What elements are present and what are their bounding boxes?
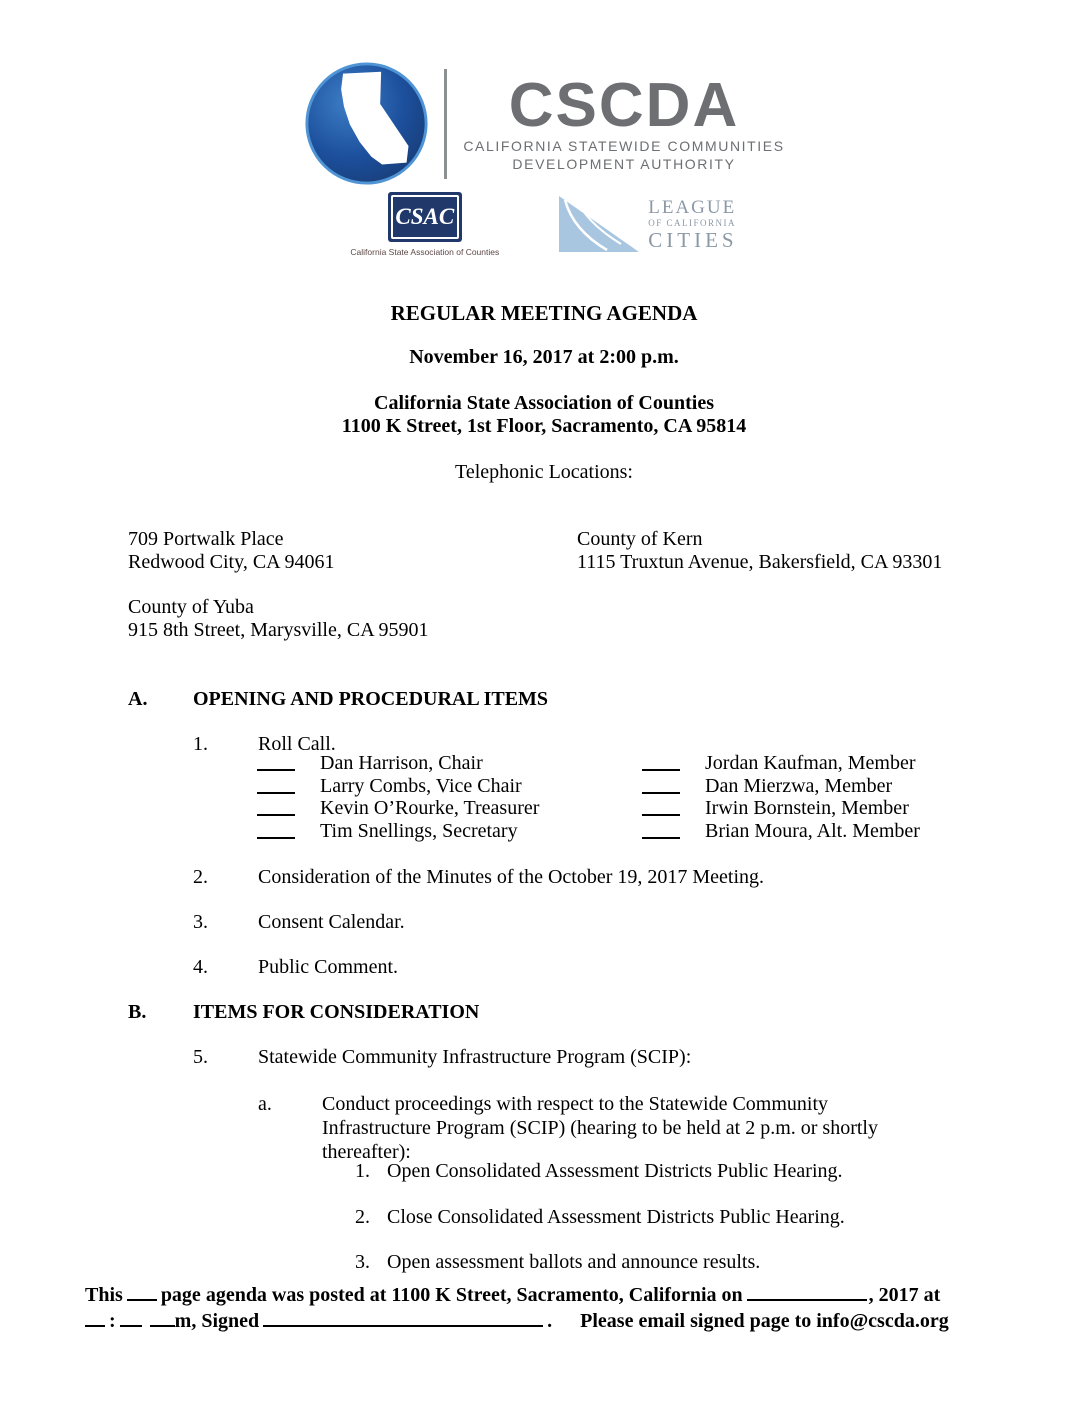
attendance-blank-line bbox=[257, 769, 295, 771]
item-number: 1. bbox=[193, 733, 208, 755]
section-letter: A. bbox=[128, 688, 148, 710]
item-text: Roll Call. bbox=[258, 733, 336, 755]
minute-blank-line bbox=[120, 1325, 142, 1327]
agenda-item-5 bbox=[193, 1046, 691, 1069]
csac-logo bbox=[350, 192, 499, 257]
attendance-blank-line bbox=[642, 837, 680, 839]
logo-divider bbox=[444, 69, 447, 179]
roll-call-name: Irwin Bornstein, Member bbox=[705, 797, 909, 819]
telephonic-label: Telephonic Locations: bbox=[455, 461, 633, 483]
league-line1: LEAGUE bbox=[648, 197, 737, 218]
agenda-item-3 bbox=[193, 911, 405, 934]
footer-text: page agenda was posted at 1100 K Street, Sacramento, California on bbox=[160, 1284, 743, 1306]
item-text: Statewide Community Infrastructure Program (SCIP): bbox=[258, 1046, 692, 1068]
agenda-item-2 bbox=[193, 866, 764, 889]
cscda-acronym: CSCDA bbox=[508, 70, 740, 140]
hearing-step-1 bbox=[355, 1160, 843, 1183]
attendance-blank-line bbox=[257, 792, 295, 794]
cscda-subtitle-line1: CALIFORNIA STATEWIDE COMMUNITIES bbox=[463, 137, 785, 154]
roll-call-name: Brian Moura, Alt. Member bbox=[705, 819, 920, 842]
roll-call-name: Dan Harrison, Chair bbox=[320, 752, 483, 774]
location-line: County of Kern bbox=[577, 528, 703, 550]
meeting-venue bbox=[0, 392, 1088, 438]
location-line: Redwood City, CA 94061 bbox=[128, 551, 335, 573]
telephonic-location bbox=[128, 528, 335, 574]
section-a-heading bbox=[128, 688, 548, 711]
roll-call-name: Dan Mierzwa, Member bbox=[705, 774, 893, 797]
step-number: 1. bbox=[355, 1160, 370, 1182]
csac-acronym: CSAC bbox=[395, 204, 455, 229]
section-b-heading bbox=[128, 1001, 479, 1024]
section-title: ITEMS FOR CONSIDERATION bbox=[193, 1001, 480, 1023]
footer-text: This bbox=[85, 1284, 123, 1306]
item-number: 3. bbox=[193, 911, 208, 933]
date-blank-line bbox=[747, 1299, 867, 1301]
location-line: 1115 Truxtun Avenue, Bakersfield, CA 93301 bbox=[577, 551, 943, 573]
roll-call-row bbox=[257, 820, 920, 843]
roll-call-name: Kevin O’Rourke, Treasurer bbox=[320, 797, 540, 819]
roll-call-list bbox=[257, 752, 920, 842]
league-swoosh-icon bbox=[559, 192, 639, 252]
roll-call-row bbox=[257, 752, 920, 775]
footer-email-note: Please email signed page to info@cscda.org bbox=[580, 1310, 949, 1332]
roll-call-row bbox=[257, 775, 920, 798]
cscda-logo-text bbox=[463, 70, 785, 173]
league-line3: CITIES bbox=[648, 228, 738, 252]
location-line: County of Yuba bbox=[128, 596, 254, 618]
footer-text: : bbox=[109, 1310, 116, 1332]
california-globe-icon bbox=[303, 60, 430, 187]
section-title: OPENING AND PROCEDURAL ITEMS bbox=[193, 688, 549, 710]
section-letter: B. bbox=[128, 1001, 147, 1023]
item-number: 5. bbox=[193, 1046, 208, 1068]
location-line: 709 Portwalk Place bbox=[128, 528, 284, 550]
agenda-item-4 bbox=[193, 956, 398, 979]
footer-text: , 2017 at bbox=[868, 1284, 941, 1306]
roll-call-row bbox=[257, 797, 920, 820]
league-logo bbox=[559, 192, 737, 252]
attendance-blank-line bbox=[642, 814, 680, 816]
attendance-blank-line bbox=[642, 769, 680, 771]
meeting-datetime: November 16, 2017 at 2:00 p.m. bbox=[409, 346, 679, 368]
hearing-step-2 bbox=[355, 1206, 845, 1229]
roll-call-name: Tim Snellings, Secretary bbox=[320, 819, 518, 842]
signature-blank-line bbox=[263, 1325, 543, 1327]
league-logo-text bbox=[648, 198, 737, 252]
subitem-letter: a. bbox=[258, 1093, 272, 1115]
venue-name: California State Association of Counties bbox=[374, 392, 714, 414]
cscda-logo bbox=[0, 60, 1088, 187]
telephonic-location bbox=[128, 596, 429, 642]
page-title: REGULAR MEETING AGENDA bbox=[390, 301, 698, 325]
step-number: 2. bbox=[355, 1206, 370, 1228]
footer-text: m, Signed bbox=[174, 1310, 260, 1332]
ampm-blank-line bbox=[150, 1325, 175, 1327]
step-text: Close Consolidated Assessment Districts Public Hearing. bbox=[387, 1206, 845, 1228]
attendance-blank-line bbox=[257, 814, 295, 816]
roll-call-name: Larry Combs, Vice Chair bbox=[320, 774, 522, 797]
partner-logos bbox=[0, 192, 1088, 257]
telephonic-location bbox=[577, 528, 942, 574]
subitem-text: Conduct proceedings with respect to the Statewide Community Infrastructure Program (SCIP) (hearing to be held at 2 p.m. or shortly thereafter): bbox=[322, 1093, 878, 1163]
league-line2: OF CALIFORNIA bbox=[648, 218, 737, 228]
roll-call-name: Jordan Kaufman, Member bbox=[705, 752, 916, 774]
step-text: Open assessment ballots and announce results. bbox=[387, 1251, 761, 1273]
item-number: 2. bbox=[193, 866, 208, 888]
posting-notice-line2 bbox=[85, 1308, 1025, 1334]
step-number: 3. bbox=[355, 1251, 370, 1273]
venue-address: 1100 K Street, 1st Floor, Sacramento, CA 95814 bbox=[341, 415, 747, 437]
item-number: 4. bbox=[193, 956, 208, 978]
item-text: Public Comment. bbox=[258, 956, 398, 978]
page-count-blank-line bbox=[127, 1299, 157, 1301]
item-text: Consideration of the Minutes of the October 19, 2017 Meeting. bbox=[258, 866, 765, 888]
csac-caption: California State Association of Counties bbox=[350, 247, 500, 257]
item-text: Consent Calendar. bbox=[258, 911, 405, 933]
location-line: 915 8th Street, Marysville, CA 95901 bbox=[128, 619, 429, 641]
posting-notice-line1 bbox=[85, 1282, 1025, 1308]
cscda-subtitle-line2: DEVELOPMENT AUTHORITY bbox=[512, 155, 736, 172]
agenda-subitem-a bbox=[258, 1092, 940, 1164]
posting-notice bbox=[85, 1282, 1025, 1334]
attendance-blank-line bbox=[642, 792, 680, 794]
csac-logo-box bbox=[388, 192, 462, 242]
hour-blank-line bbox=[85, 1325, 105, 1327]
hearing-step-3 bbox=[355, 1251, 760, 1274]
footer-text: . bbox=[547, 1310, 553, 1332]
attendance-blank-line bbox=[257, 837, 295, 839]
step-text: Open Consolidated Assessment Districts Public Hearing. bbox=[387, 1160, 843, 1182]
